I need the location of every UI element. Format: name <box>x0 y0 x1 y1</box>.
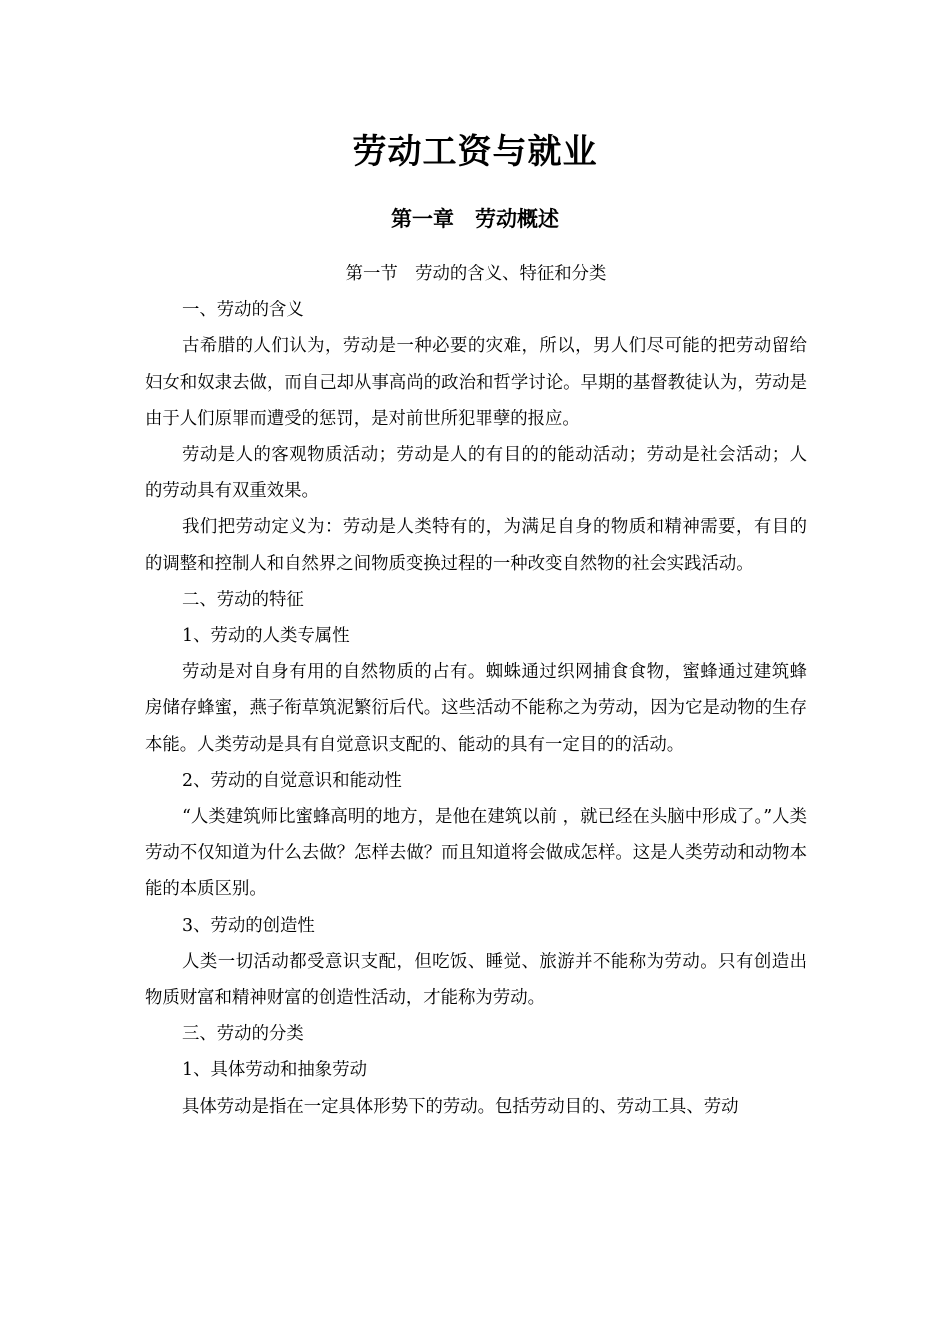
subheading: 1、具体劳动和抽象劳动 <box>182 1060 367 1081</box>
paragraph: 劳动是对自身有用的自然物质的占有。蜘蛛通过织网捕食食物，蜜蜂通过建筑蜂房储存蜂蜜，燕子衔草筑泥繁衍后代。这些活动不能称之为劳动，因为它是动物的生存本能。人类劳动是具有自觉意识支配的、能动的具有一定目的的活动。 <box>145 662 807 755</box>
section-heading: 第一节 劳动的含义、特征和分类 <box>345 264 607 284</box>
subheading: 三、劳动的分类 <box>182 1024 304 1045</box>
subheading: 一、劳动的含义 <box>182 300 304 321</box>
document-title: 劳动工资与就业 <box>352 132 598 172</box>
paragraph: 劳动是人的客观物质活动；劳动是人的有目的的能动活动；劳动是社会活动；人的劳动具有双重效果。 <box>145 445 807 502</box>
subheading: 2、劳动的自觉意识和能动性 <box>182 770 402 791</box>
paragraph: 古希腊的人们认为，劳动是一种必要的灾难，所以，男人们尽可能的把劳动留给妇女和奴隶去做，而自己却从事高尚的政治和哲学讨论。早期的基督教徒认为，劳动是由于人们原罪而遭受的惩罚，是对前世所犯罪孽的报应。 <box>145 336 807 429</box>
subheading: 1、劳动的人类专属性 <box>182 626 350 647</box>
paragraph: 人类一切活动都受意识支配，但吃饭、睡觉、旅游并不能称为劳动。只有创造出物质财富和精神财富的创造性活动，才能称为劳动。 <box>145 951 807 1009</box>
paragraph: “人类建筑师比蜜蜂高明的地方，是他在建筑以前 ，就已经在头脑中形成了。”人类劳动不仅知道为什么去做？怎样去做？而且知道将会做成怎样。这是人类劳动和动物本能的本质区别。 <box>145 807 807 900</box>
paragraph: 具体劳动是指在一定具体形势下的劳动。包括劳动目的、劳动工具、劳动 <box>182 1096 739 1117</box>
subheading: 二、劳动的特征 <box>182 589 304 610</box>
chapter-heading: 第一章 劳动概述 <box>391 206 559 231</box>
subheading: 3、劳动的创造性 <box>182 915 315 936</box>
document-body <box>145 256 807 1125</box>
paragraph: 我们把劳动定义为：劳动是人类特有的，为满足自身的物质和精神需要，有目的的调整和控制人和自然界之间物质变换过程的一种改变自然物的社会实践活动。 <box>145 517 807 574</box>
